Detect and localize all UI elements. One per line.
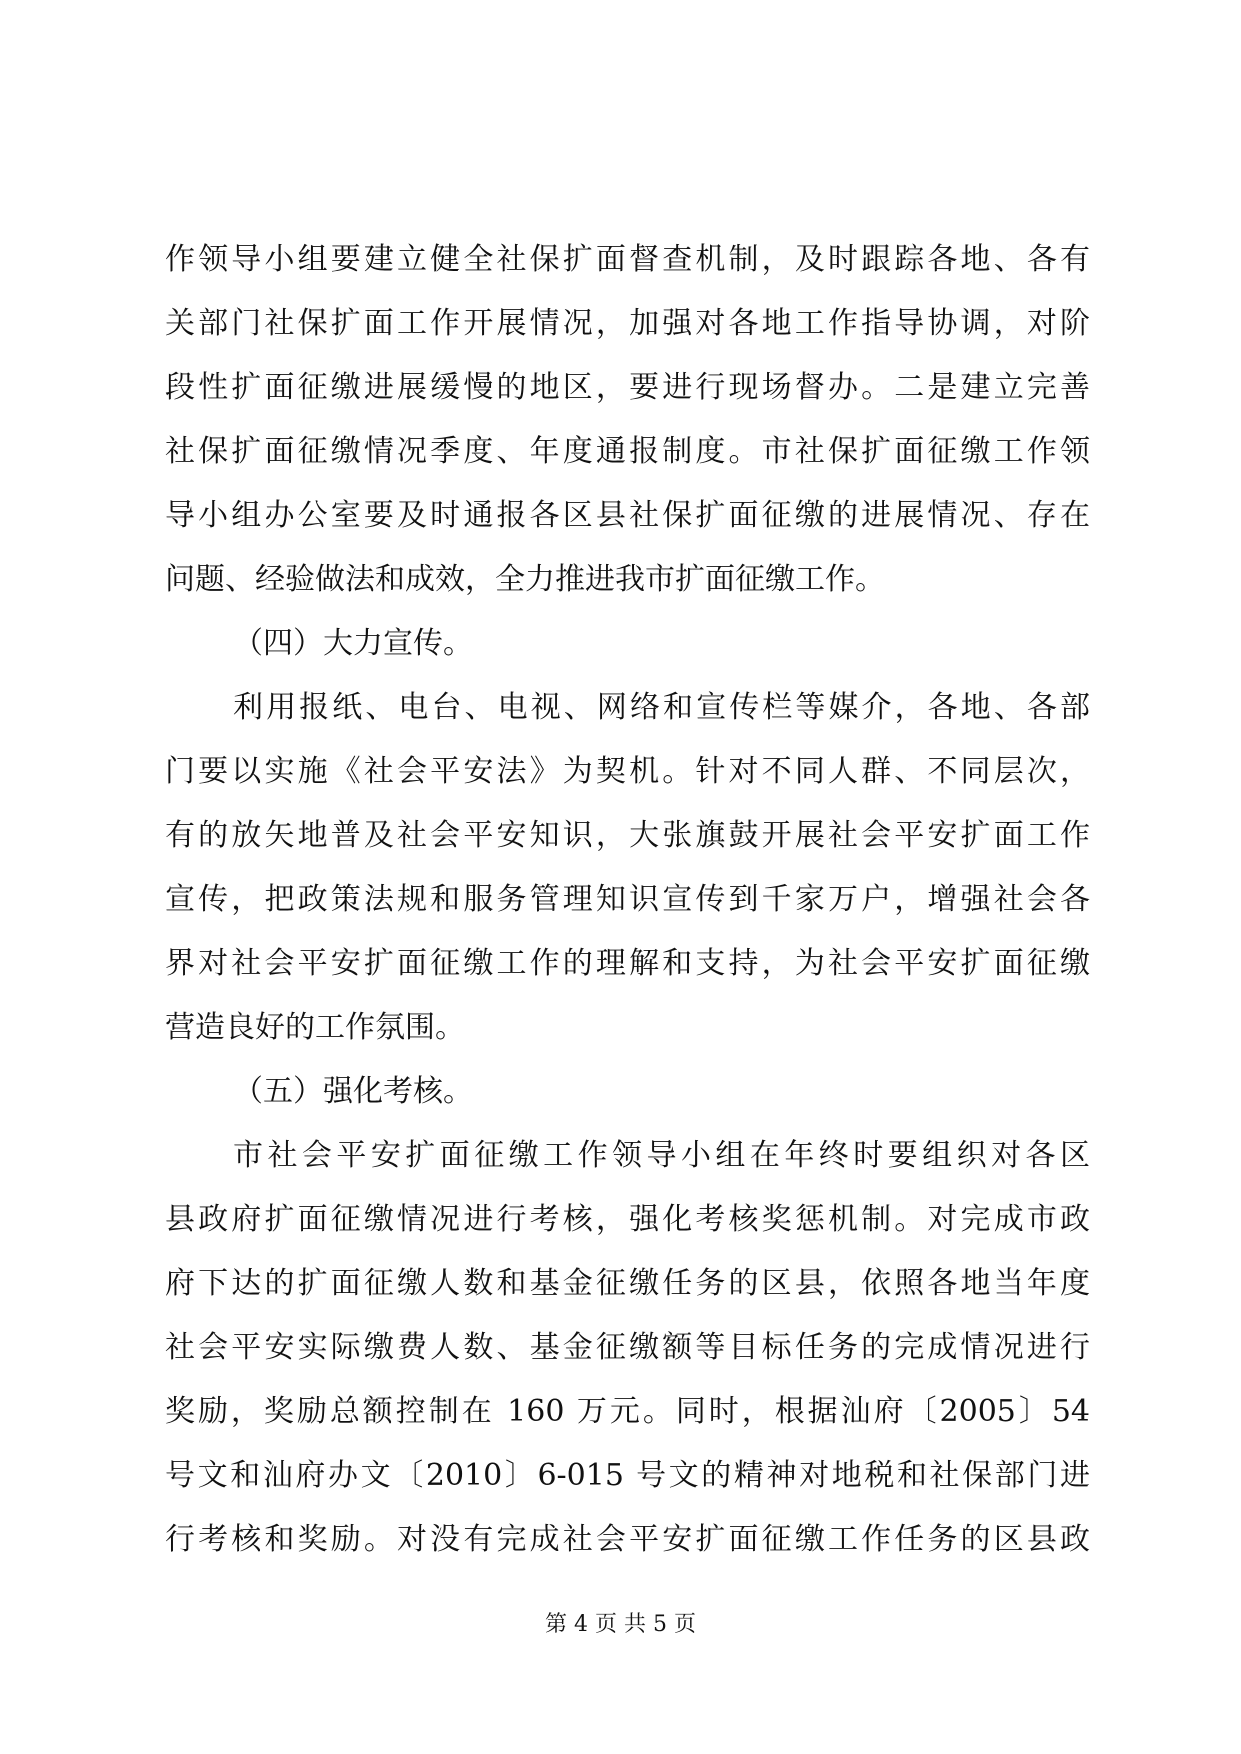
text-line: 导小组办公室要及时通报各区县社保扩面征缴的进展情况、存在 <box>165 498 1090 533</box>
text-line: 府下达的扩面征缴人数和基金征缴任务的区县，依照各地当年度 <box>165 1266 1090 1301</box>
text-line: 利用报纸、电台、电视、网络和宣传栏等媒介，各地、各部 <box>233 690 1090 725</box>
text-line: 号文和汕府办文〔2010〕6-015 号文的精神对地税和社保部门进 <box>165 1458 1090 1493</box>
text-line: 营造良好的工作氛围。 <box>165 1010 465 1045</box>
text-line: 段性扩面征缴进展缓慢的地区，要进行现场督办。二是建立完善 <box>165 370 1090 405</box>
text-line: 宣传，把政策法规和服务管理知识宣传到千家万户，增强社会各 <box>165 882 1090 917</box>
text-line: 奖励，奖励总额控制在 160 万元。同时，根据汕府〔2005〕54 <box>165 1394 1090 1429</box>
page-number-footer: 第 4 页 共 5 页 <box>545 1612 696 1637</box>
text-line: 界对社会平安扩面征缴工作的理解和支持，为社会平安扩面征缴 <box>165 946 1090 981</box>
text-line: 问题、经验做法和成效，全力推进我市扩面征缴工作。 <box>165 562 885 597</box>
section-heading-publicity: （四）大力宣传。 <box>233 626 473 661</box>
text-line: 有的放矢地普及社会平安知识，大张旗鼓开展社会平安扩面工作 <box>165 818 1090 853</box>
text-line: 行考核和奖励。对没有完成社会平安扩面征缴工作任务的区县政 <box>165 1522 1090 1557</box>
text-line: 关部门社保扩面工作开展情况，加强对各地工作指导协调，对阶 <box>165 306 1090 341</box>
text-line: 县政府扩面征缴情况进行考核，强化考核奖惩机制。对完成市政 <box>165 1202 1090 1237</box>
section-heading-assessment: （五）强化考核。 <box>233 1074 473 1109</box>
text-line: 社保扩面征缴情况季度、年度通报制度。市社保扩面征缴工作领 <box>165 434 1090 469</box>
document-body <box>165 228 1090 1572</box>
text-line: 市社会平安扩面征缴工作领导小组在年终时要组织对各区 <box>233 1138 1090 1173</box>
text-line: 门要以实施《社会平安法》为契机。针对不同人群、不同层次， <box>165 754 1090 789</box>
text-line: 作领导小组要建立健全社保扩面督查机制，及时跟踪各地、各有 <box>165 242 1090 277</box>
text-line: 社会平安实际缴费人数、基金征缴额等目标任务的完成情况进行 <box>165 1330 1090 1365</box>
